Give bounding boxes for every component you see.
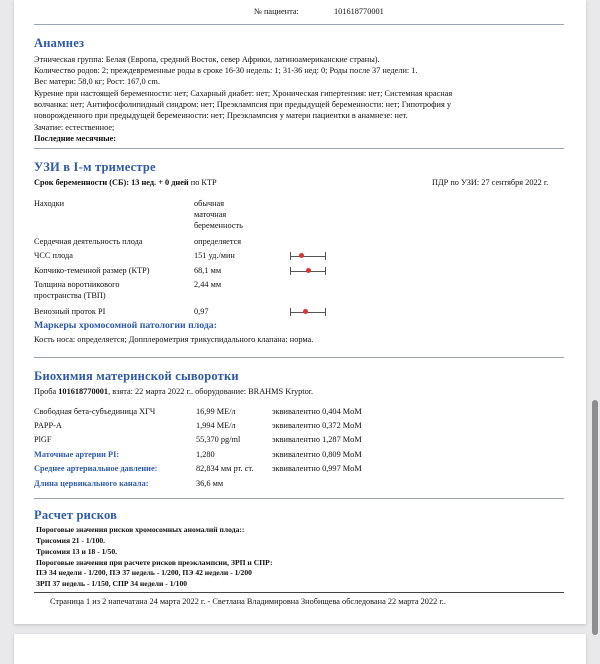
biochem-divider [34,498,564,499]
crl-range-marker [290,267,326,275]
markers-text: Кость носа: определяется; Допплерометрия трикуспидального клапана: норма. [34,335,314,344]
biochem-row-mom-1: эквивалентно 0,372 MoM [272,421,362,430]
biochem-row-label-5: Длина цервикального канала: [34,479,149,488]
findings-value-0: обычная [194,199,225,208]
vertical-scrollbar[interactable] [592,400,598,635]
sample-line [34,386,313,397]
risk-title: Расчет рисков [34,508,118,522]
risk-line-5: ЗРП 37 недель - 1/150, СПР 34 недели - 1/100 [36,579,188,588]
anamnesis-line-3: Курение при настоящей беременности: нет; Сахарный диабет: нет; Хроническая гипертензия: нет; Системная красная [34,89,453,98]
fhr-range-marker [290,252,326,260]
biochem-title: Биохимия материнской сыворотки [34,369,239,383]
biochem-row-value-3: 1,280 [196,450,215,459]
anamnesis-title: Анамнез [34,36,85,50]
us-row-value-2: 68,1 мм [194,266,222,275]
last-menses-label: Последние месячные: [34,134,117,143]
report-page [14,0,586,624]
us-row-label-3b: пространства (ТВП) [34,291,106,300]
biochem-row-mom-4: эквивалентно 0,997 MoM [272,464,362,473]
biochem-row-value-4: 82,834 мм рт. ст. [196,464,254,473]
findings-value-1: маточная [194,210,227,219]
us-row-value-1: 151 уд./мин [194,251,235,260]
ductus-range-marker [290,308,326,316]
us-row-label-1: ЧСС плода [34,251,73,260]
us-row-label-2: Копчико-теменной размер (КТР) [34,266,150,275]
biochem-row-label-0: Свободная бета-субъединица ХГЧ [34,407,156,416]
anamnesis-line-1: Количество родов: 2; преждевременные роды в сроке 16-30 недель: 1; 31-36 нед: 0; Роды после 37 недели: 1. [34,66,418,75]
us-row-value-0: определяется [194,237,242,246]
gestation-line [34,177,217,188]
anamnesis-line-5: новорожденного при предыдущей беременности: нет; Преэклампсия у матери пациентки в анамнезе: нет. [34,111,408,120]
biochem-row-mom-0: эквивалентно 0,404 MoM [272,407,362,416]
risk-line-3: Пороговые значения при расчете рисков преэклампсии, ЗРП и СПР: [36,558,273,567]
sample-details: , взята: 22 марта 2022 г.. оборудование: BRAHMS Kryptor. [108,387,314,396]
us-row-label-3: Толщина воротникового [34,280,120,289]
biochem-row-mom-3: эквивалентно 0,809 MoM [272,450,362,459]
biochem-row-label-1: PAPP-A [34,421,62,430]
gestation-age: Срок беременности (СБ): 13 нед. + 0 дней [34,178,189,187]
sample-prefix: Проба [34,387,57,396]
us-row-label-4: Венозный проток PI [34,307,106,316]
biochem-row-mom-2: эквивалентно 1,287 MoM [272,435,362,444]
header-divider [34,24,564,25]
anamnesis-line-6: Зачатие: естественное; [34,123,115,132]
patient-number-value: 101618770001 [334,7,384,16]
next-page-edge [14,634,586,664]
findings-value-2: беременность [194,221,243,230]
anamnesis-line-4: волчанка: нет; Антифосфолипидный синдром: нет; Преэклампсия при предыдущей беременности: нет; Гипотрофия у [34,100,452,109]
ultrasound-title: УЗИ в I-м триместре [34,160,156,174]
us-row-label-0: Сердечная деятельность плода [34,237,143,246]
anamnesis-line-2: Вес матери: 58,0 кг; Рост: 167,0 cm. [34,77,160,86]
biochem-row-value-1: 1,994 МЕ/л [196,421,236,430]
biochem-row-label-3: Маточные артерии PI: [34,450,120,459]
biochem-row-label-4: Среднее артериальное давление: [34,464,158,473]
biochem-row-value-0: 16,99 МЕ/л [196,407,236,416]
ultrasound-divider [34,357,564,358]
page-footer: Страница 1 из 2 напечатана 24 марта 2022 г. - Светлана Владимировна Знобищева обследована 22 марта 2022 г.. [50,597,446,606]
risk-line-2: Трисомия 13 и 18 - 1/50. [36,547,118,556]
findings-label: Находки [34,199,65,208]
us-row-value-3: 2,44 мм [194,280,222,289]
biochem-row-label-2: PlGF [34,435,52,444]
anamnesis-line-0: Этническая группа: Белая (Европа, средний Восток, север Африки, латиноамериканские страны). [34,55,380,64]
gestation-method: по КТР [190,178,217,187]
sample-id: 101618770001 [58,387,109,396]
due-date: ПДР по УЗИ: 27 сентября 2022 г. [432,178,549,187]
patient-number-label: № пациента: [254,7,299,16]
risk-line-0: Пороговые значения рисков хромосомных аномалий плода:: [36,525,245,534]
risk-line-4: ПЭ 34 недели - 1/200, ПЭ 37 недель - 1/200, ПЭ 42 недели - 1/200 [36,568,252,577]
markers-title: Маркеры хромосомной патологии плода: [34,320,217,331]
biochem-row-value-2: 55,370 pg/ml [196,435,241,444]
us-row-value-4: 0,97 [194,307,209,316]
risk-line-1: Трисомия 21 - 1/100. [36,536,106,545]
biochem-row-value-5: 36,6 мм [196,479,224,488]
anamnesis-divider [34,148,564,149]
footer-divider [34,592,564,593]
